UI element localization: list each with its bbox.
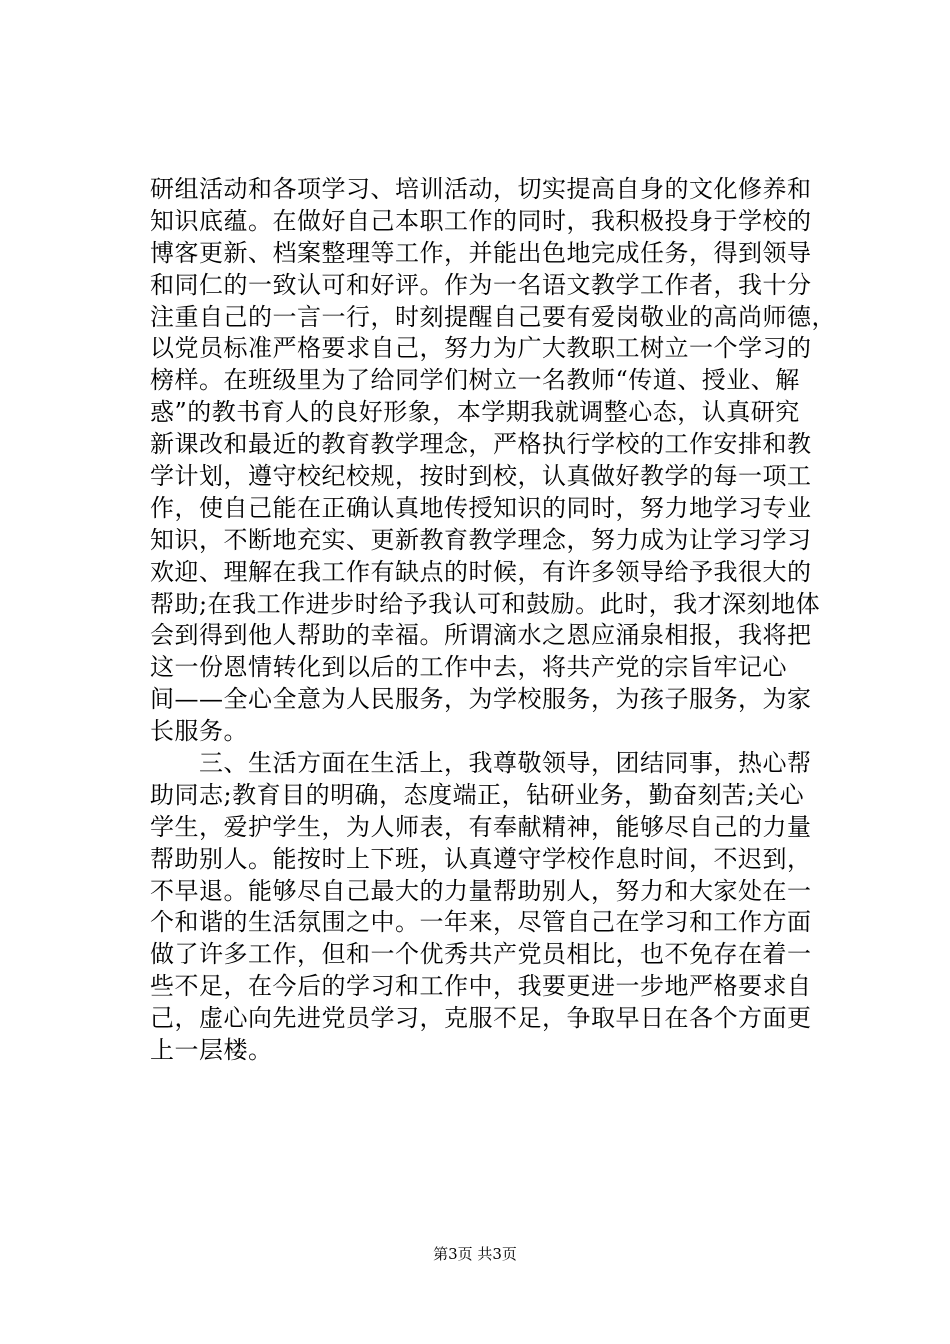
text-line: 上一层楼。 xyxy=(150,1036,273,1065)
text-line: 学生，爱护学生，为人师表，有奉献精神，能够尽自己的力量 xyxy=(150,812,812,841)
text-line: 做了许多工作，但和一个优秀共产党员相比，也不免存在着一 xyxy=(150,940,812,969)
body-text xyxy=(150,174,836,1067)
text-line: 学计划，遵守校纪校规，按时到校，认真做好教学的每一项工 xyxy=(150,462,812,491)
text-line: 作，使自己能在正确认真地传授知识的同时，努力地学习专业 xyxy=(150,493,812,522)
text-line: 些不足，在今后的学习和工作中，我要更进一步地严格要求自 xyxy=(150,972,812,1001)
page-number-label: 第3页 共3页 xyxy=(433,1245,517,1263)
text-line: 长服务。 xyxy=(150,717,248,746)
text-line: 己，虚心向先进党员学习，克服不足，争取早日在各个方面更 xyxy=(150,1004,812,1033)
text-line: 注重自己的一言一行，时刻提醒自己要有爱岗敬业的高尚师德， xyxy=(150,302,836,331)
text-line: 会到得到他人帮助的幸福。所谓滴水之恩应涌泉相报，我将把 xyxy=(150,621,812,650)
text-line: 三、生活方面在生活上，我尊敬领导，团结同事，热心帮 xyxy=(150,749,812,778)
text-line: 研组活动和各项学习、培训活动，切实提高自身的文化修养和 xyxy=(150,175,812,203)
text-line: 知识底蕴。在做好自己本职工作的同时，我积极投身于学校的 xyxy=(150,206,812,235)
page-footer xyxy=(0,1244,950,1264)
text-line: 知识，不断地充实、更新教育教学理念，努力成为让学习学习 xyxy=(150,525,812,554)
text-line: 惑”的教书育人的良好形象，本学期我就调整心态，认真研究 xyxy=(150,398,800,427)
text-line: 博客更新、档案整理等工作，并能出色地完成任务，得到领导 xyxy=(150,238,812,267)
text-line: 帮助;在我工作进步时给予我认可和鼓励。此时，我才深刻地体 xyxy=(150,589,821,618)
text-line: 这一份恩情转化到以后的工作中去，将共产党的宗旨牢记心 xyxy=(150,653,787,682)
text-line: 以党员标准严格要求自己，努力为广大教职工树立一个学习的 xyxy=(150,334,812,363)
text-line: 和同仁的一致认可和好评。作为一名语文教学工作者，我十分 xyxy=(150,270,812,299)
text-line: 间——全心全意为人民服务，为学校服务，为孩子服务，为家 xyxy=(150,685,812,714)
text-line: 榜样。在班级里为了给同学们树立一名教师“传道、授业、解 xyxy=(150,366,800,395)
text-line: 欢迎、理解在我工作有缺点的时候，有许多领导给予我很大的 xyxy=(150,557,812,586)
text-line: 个和谐的生活氛围之中。一年来，尽管自己在学习和工作方面 xyxy=(150,908,812,937)
text-line: 帮助别人。能按时上下班，认真遵守学校作息时间，不迟到， xyxy=(150,844,812,873)
text-line: 新课改和最近的教育教学理念，严格执行学校的工作安排和教 xyxy=(150,430,812,459)
text-line: 助同志;教育目的明确，态度端正，钻研业务，勤奋刻苦;关心 xyxy=(150,780,805,809)
text-line: 不早退。能够尽自己最大的力量帮助别人，努力和大家处在一 xyxy=(150,876,812,905)
